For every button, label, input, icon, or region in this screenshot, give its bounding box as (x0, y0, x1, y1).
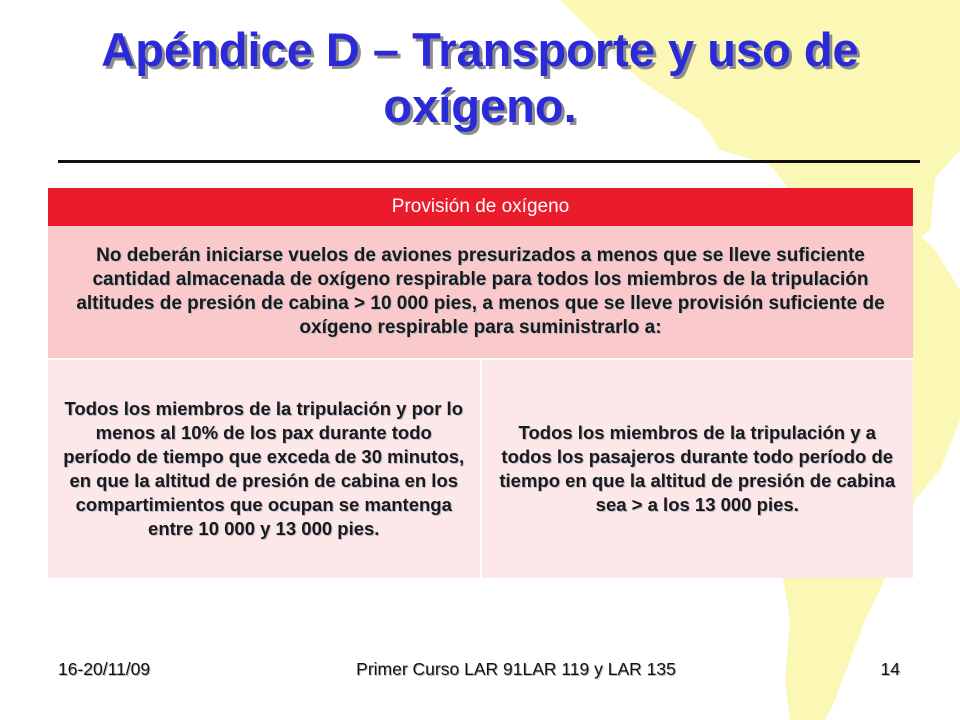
table-cell-left: Todos los miembros de la tripulación y por lo menos al 10% de los pax durante todo período de tiempo que exceda de 30 minutos, en que la altitud de presión de cabina en los compartimientos que ocupan se mantenga entre 10 000 y 13 000 pies. (48, 359, 481, 578)
title-divider (58, 160, 920, 163)
slide-title (40, 22, 920, 134)
table-cell-right: Todos los miembros de la tripulación y a todos los pasajeros durante todo período de tiempo en que la altitud de presión de cabina sea > a los 13 000 pies. (481, 359, 914, 578)
table-intro-cell: No deberán iniciarse vuelos de aviones presurizados a menos que se lleve suficiente cantidad almacenada de oxígeno respirable para todos los miembros de la tripulación altitudes de presión de cabina > 10 000 pies, a menos que se lleve provisión suficiente de oxígeno respirable para suministrarlo a: (48, 226, 913, 359)
table-header: Provisión de oxígeno (48, 188, 913, 226)
slide-title-period: . (563, 79, 577, 132)
footer-course: Primer Curso LAR 91LAR 119 y LAR 135 (356, 659, 676, 679)
footer-page-number: 14 (880, 659, 900, 679)
footer-date: 16-20/11/09 (58, 659, 151, 679)
slide-title-text: Apéndice D – Transporte y uso de oxígeno (101, 23, 859, 132)
oxygen-table (48, 188, 913, 578)
